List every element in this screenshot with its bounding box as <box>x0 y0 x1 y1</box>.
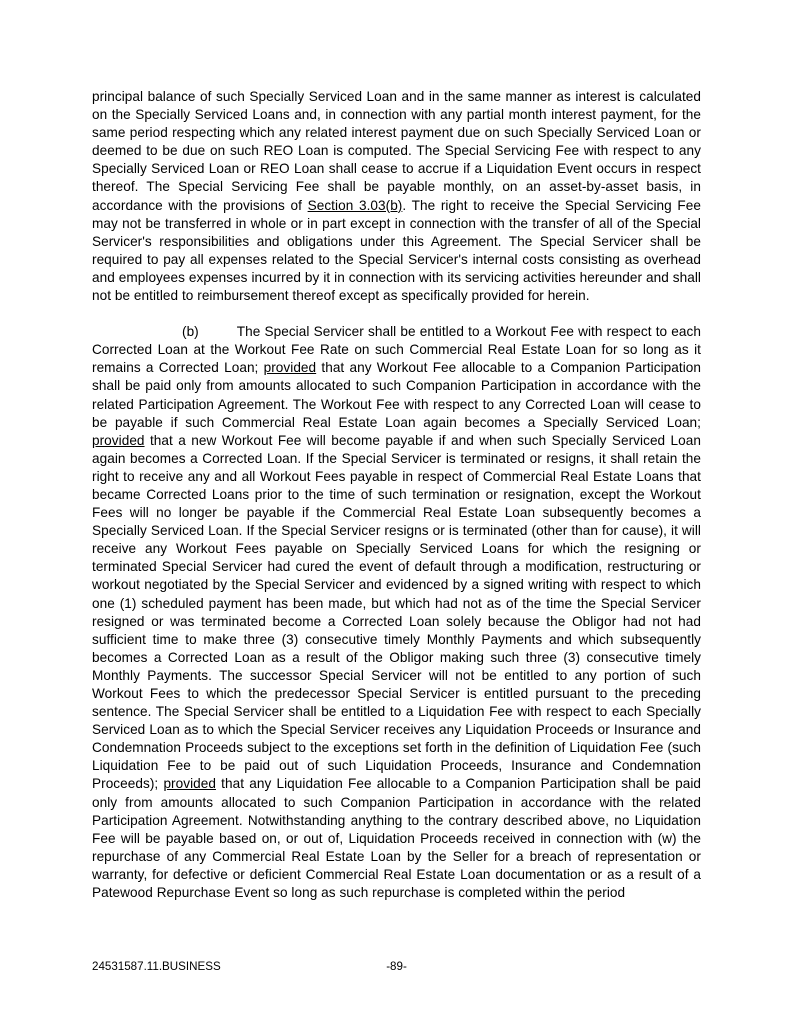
text-run: that any Workout Fee allocable to a Companion Participation shall be paid only from amounts allocated to such Companion Participation in accordance with the related Participation Agreement. The Workout Fee with respect to any Corrected Loan will cease to be payable if such Commercial Real Estate Loan again becomes a Specially Serviced Loan; <box>92 360 701 430</box>
document-id: 24531587.11.BUSINESS <box>92 960 221 973</box>
tab-indent <box>199 335 237 336</box>
text-run: . The right to receive the Special Servicing Fee may not be transferred in whole or in part except in connection with the transfer of all of the Special Servicer's responsibilities and obligations under this Agreement. The Special Servicer shall be required to pay all expenses related to the Special Servicer's internal costs consisting as overhead and employees expenses incurred by it in connection with its servicing activities hereunder and shall not be entitled to reimbursement thereof except as specifically provided for herein. <box>92 197 701 304</box>
page-number: -89- <box>386 960 407 973</box>
underlined-reference: provided <box>263 360 317 376</box>
text-run: The Special Servicer shall be entitled to a Workout Fee with respect to each Corrected Loan at the Workout Fee Rate on such Commercial Real Estate Loan for so long as it remains a Corrected Loan; <box>92 324 701 376</box>
document-body <box>92 88 701 920</box>
underlined-reference: provided <box>163 776 216 792</box>
text-run: that a new Workout Fee will become payable if and when such Specially Serviced Loan again becomes a Corrected Loan. If the Special Servicer is terminated or resigns, it shall retain the right to receive any and all Workout Fees payable in respect of Commercial Real Estate Loans that became Corrected Loans prior to the time of such termination or resignation, except the Workout Fees will no longer be payable if the Commercial Real Estate Loan subsequently becomes a Specially Serviced Loan. If the Special Servicer resigns or is terminated (other than for cause), it will receive any Workout Fees payable on Specially Serviced Loans for which the resigning or terminated Special Servicer had cured the event of default through a modification, restructuring or workout negotiated by the Special Servicer and evidenced by a signed writing with respect to which one (1) scheduled payment has been made, but which had not as of the time the Special Servicer resigned or was terminated become a Corrected Loan solely because the Obligor had not had sufficient time to make three (3) consecutive timely Monthly Payments and which subsequently becomes a Corrected Loan as a result of the Obligor making such three (3) consecutive timely Monthly Payments. The successor Special Servicer will not be entitled to any portion of such Workout Fees to which the predecessor Special Servicer is entitled pursuant to the preceding sentence. The Special Servicer shall be entitled to a Liquidation Fee with respect to each Specially Serviced Loan as to which the Special Servicer receives any Liquidation Proceeds or Insurance and Condemnation Proceeds subject to the exceptions set forth in the definition of Liquidation Fee (such Liquidation Fee to be paid out of such Liquidation Proceeds, Insurance and Condemnation Proceeds); <box>92 432 701 792</box>
text-run: that any Liquidation Fee allocable to a Companion Participation shall be paid only from amounts allocated to such Companion Participation in accordance with the related Participation Agreement. Notwithstanding anything to the contrary described above, no Liquidation Fee will be payable based on, or out of, Liquidation Proceeds received in connection with (w) the repurchase of any Commercial Real Estate Loan by the Seller for a breach of representation or warranty, for defective or deficient Commercial Real Estate Loan documentation or as a result of a Patewood Repurchase Event so long as such repurchase is completed within the period <box>92 776 702 901</box>
text-run: principal balance of such Specially Serviced Loan and in the same manner as interest is calculated on the Specially Serviced Loans and, in connection with any partial month interest payment, for the same period respecting which any related interest payment due on such Specially Serviced Loan or deemed to be due on such REO Loan is computed. The Special Servicing Fee with respect to any Specially Serviced Loan or REO Loan shall cease to accrue if a Liquidation Event occurs in respect thereof. The Special Servicing Fee shall be payable monthly, on an asset-by-asset basis, in accordance with the provisions of <box>92 89 701 213</box>
paragraph <box>92 323 701 902</box>
paragraph <box>92 88 701 305</box>
underlined-reference: Section 3.03(b) <box>307 197 403 213</box>
tab-indent <box>92 335 182 336</box>
paragraph-label: (b) <box>182 324 199 340</box>
underlined-reference: provided <box>92 432 145 448</box>
